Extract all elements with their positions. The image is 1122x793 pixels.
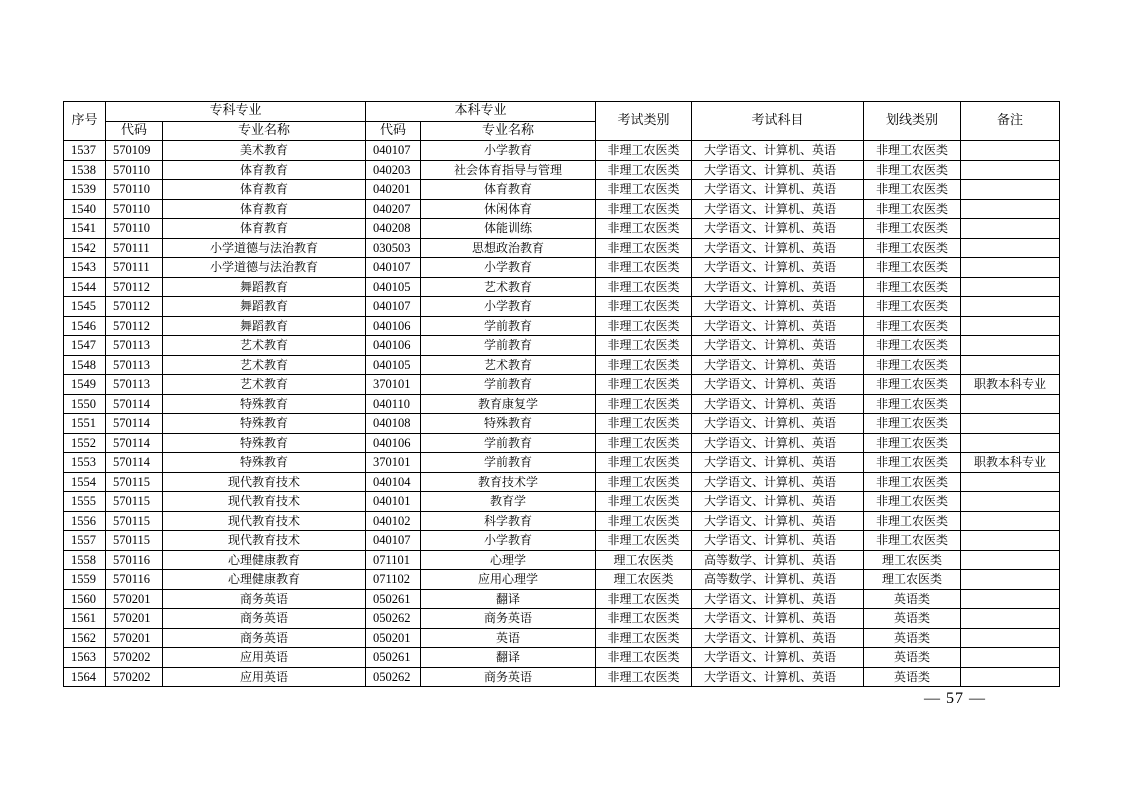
exam-type-cell: 非理工农医类 bbox=[596, 141, 692, 161]
benke-code-cell: 071101 bbox=[366, 550, 421, 570]
benke-code-cell: 040110 bbox=[366, 394, 421, 414]
benke-code-cell: 040108 bbox=[366, 414, 421, 434]
exam-subjects-cell: 大学语文、计算机、英语 bbox=[692, 531, 864, 551]
benke-code-cell: 050261 bbox=[366, 648, 421, 668]
benke-code-cell: 050201 bbox=[366, 628, 421, 648]
exam-type-cell: 非理工农医类 bbox=[596, 472, 692, 492]
header-zhuanke-name: 专业名称 bbox=[163, 121, 366, 141]
benke-name-cell: 教育康复学 bbox=[421, 394, 596, 414]
exam-type-cell: 非理工农医类 bbox=[596, 589, 692, 609]
row-seq-cell: 1562 bbox=[64, 628, 106, 648]
benke-code-cell: 050262 bbox=[366, 667, 421, 687]
zhuanke-code-cell: 570111 bbox=[106, 258, 163, 278]
note-cell: 职教本科专业 bbox=[961, 453, 1060, 473]
row-seq-cell: 1549 bbox=[64, 375, 106, 395]
benke-name-cell: 思想政治教育 bbox=[421, 238, 596, 258]
zhuanke-name-cell: 商务英语 bbox=[163, 628, 366, 648]
table-row bbox=[64, 550, 1060, 570]
table-row bbox=[64, 316, 1060, 336]
row-seq-cell: 1559 bbox=[64, 570, 106, 590]
benke-name-cell: 翻译 bbox=[421, 648, 596, 668]
exam-type-cell: 非理工农医类 bbox=[596, 453, 692, 473]
table-row bbox=[64, 433, 1060, 453]
header-zhuanke: 专科专业 bbox=[106, 102, 366, 122]
exam-type-cell: 非理工农医类 bbox=[596, 180, 692, 200]
exam-subjects-cell: 大学语文、计算机、英语 bbox=[692, 609, 864, 629]
row-seq-cell: 1556 bbox=[64, 511, 106, 531]
benke-name-cell: 休闲体育 bbox=[421, 199, 596, 219]
header-zhuanke-code: 代码 bbox=[106, 121, 163, 141]
exam-type-cell: 非理工农医类 bbox=[596, 258, 692, 278]
row-seq-cell: 1564 bbox=[64, 667, 106, 687]
zhuanke-code-cell: 570110 bbox=[106, 160, 163, 180]
zhuanke-code-cell: 570113 bbox=[106, 336, 163, 356]
note-cell bbox=[961, 492, 1060, 512]
zhuanke-code-cell: 570114 bbox=[106, 394, 163, 414]
table-row bbox=[64, 589, 1060, 609]
zhuanke-name-cell: 艺术教育 bbox=[163, 355, 366, 375]
line-type-cell: 英语类 bbox=[864, 628, 961, 648]
benke-name-cell: 特殊教育 bbox=[421, 414, 596, 434]
note-cell bbox=[961, 238, 1060, 258]
zhuanke-code-cell: 570202 bbox=[106, 667, 163, 687]
table-row bbox=[64, 199, 1060, 219]
benke-code-cell: 040107 bbox=[366, 531, 421, 551]
exam-type-cell: 非理工农医类 bbox=[596, 316, 692, 336]
benke-name-cell: 商务英语 bbox=[421, 609, 596, 629]
benke-code-cell: 040107 bbox=[366, 258, 421, 278]
zhuanke-name-cell: 现代教育技术 bbox=[163, 492, 366, 512]
benke-name-cell: 科学教育 bbox=[421, 511, 596, 531]
zhuanke-name-cell: 特殊教育 bbox=[163, 394, 366, 414]
zhuanke-name-cell: 心理健康教育 bbox=[163, 570, 366, 590]
benke-code-cell: 040106 bbox=[366, 433, 421, 453]
zhuanke-name-cell: 商务英语 bbox=[163, 609, 366, 629]
zhuanke-code-cell: 570114 bbox=[106, 453, 163, 473]
benke-name-cell: 体能训练 bbox=[421, 219, 596, 239]
row-seq-cell: 1546 bbox=[64, 316, 106, 336]
note-cell bbox=[961, 141, 1060, 161]
note-cell bbox=[961, 355, 1060, 375]
benke-name-cell: 艺术教育 bbox=[421, 355, 596, 375]
exam-type-cell: 非理工农医类 bbox=[596, 375, 692, 395]
note-cell bbox=[961, 258, 1060, 278]
line-type-cell: 非理工农医类 bbox=[864, 180, 961, 200]
exam-type-cell: 非理工农医类 bbox=[596, 531, 692, 551]
exam-type-cell: 理工农医类 bbox=[596, 570, 692, 590]
row-seq-cell: 1557 bbox=[64, 531, 106, 551]
benke-name-cell: 商务英语 bbox=[421, 667, 596, 687]
header-exam-type: 考试类别 bbox=[596, 102, 692, 141]
benke-name-cell: 应用心理学 bbox=[421, 570, 596, 590]
line-type-cell: 非理工农医类 bbox=[864, 472, 961, 492]
zhuanke-name-cell: 现代教育技术 bbox=[163, 472, 366, 492]
zhuanke-code-cell: 570110 bbox=[106, 219, 163, 239]
row-seq-cell: 1555 bbox=[64, 492, 106, 512]
zhuanke-name-cell: 美术教育 bbox=[163, 141, 366, 161]
row-seq-cell: 1563 bbox=[64, 648, 106, 668]
line-type-cell: 非理工农医类 bbox=[864, 297, 961, 317]
page-number: — 57 — bbox=[924, 690, 986, 707]
table-row bbox=[64, 628, 1060, 648]
note-cell bbox=[961, 472, 1060, 492]
line-type-cell: 非理工农医类 bbox=[864, 316, 961, 336]
table-row bbox=[64, 414, 1060, 434]
zhuanke-code-cell: 570201 bbox=[106, 628, 163, 648]
note-cell bbox=[961, 531, 1060, 551]
exam-type-cell: 非理工农医类 bbox=[596, 648, 692, 668]
exam-type-cell: 非理工农医类 bbox=[596, 414, 692, 434]
zhuanke-name-cell: 舞蹈教育 bbox=[163, 316, 366, 336]
benke-code-cell: 370101 bbox=[366, 375, 421, 395]
exam-type-cell: 非理工农医类 bbox=[596, 297, 692, 317]
zhuanke-code-cell: 570115 bbox=[106, 511, 163, 531]
exam-subjects-cell: 大学语文、计算机、英语 bbox=[692, 219, 864, 239]
row-seq-cell: 1548 bbox=[64, 355, 106, 375]
benke-name-cell: 学前教育 bbox=[421, 336, 596, 356]
note-cell: 职教本科专业 bbox=[961, 375, 1060, 395]
exam-type-cell: 非理工农医类 bbox=[596, 394, 692, 414]
note-cell bbox=[961, 219, 1060, 239]
benke-code-cell: 040203 bbox=[366, 160, 421, 180]
line-type-cell: 非理工农医类 bbox=[864, 199, 961, 219]
benke-name-cell: 学前教育 bbox=[421, 375, 596, 395]
exam-type-cell: 非理工农医类 bbox=[596, 609, 692, 629]
zhuanke-code-cell: 570111 bbox=[106, 238, 163, 258]
row-seq-cell: 1558 bbox=[64, 550, 106, 570]
line-type-cell: 非理工农医类 bbox=[864, 414, 961, 434]
line-type-cell: 英语类 bbox=[864, 648, 961, 668]
note-cell bbox=[961, 414, 1060, 434]
line-type-cell: 非理工农医类 bbox=[864, 219, 961, 239]
note-cell bbox=[961, 180, 1060, 200]
row-seq-cell: 1551 bbox=[64, 414, 106, 434]
zhuanke-code-cell: 570201 bbox=[106, 609, 163, 629]
zhuanke-code-cell: 570114 bbox=[106, 414, 163, 434]
exam-type-cell: 非理工农医类 bbox=[596, 219, 692, 239]
zhuanke-code-cell: 570112 bbox=[106, 316, 163, 336]
zhuanke-code-cell: 570109 bbox=[106, 141, 163, 161]
note-cell bbox=[961, 199, 1060, 219]
row-seq-cell: 1544 bbox=[64, 277, 106, 297]
note-cell bbox=[961, 394, 1060, 414]
note-cell bbox=[961, 511, 1060, 531]
zhuanke-code-cell: 570115 bbox=[106, 472, 163, 492]
table-row bbox=[64, 180, 1060, 200]
table-row bbox=[64, 394, 1060, 414]
zhuanke-name-cell: 应用英语 bbox=[163, 648, 366, 668]
row-seq-cell: 1561 bbox=[64, 609, 106, 629]
benke-code-cell: 040105 bbox=[366, 355, 421, 375]
benke-name-cell: 学前教育 bbox=[421, 453, 596, 473]
exam-subjects-cell: 大学语文、计算机、英语 bbox=[692, 355, 864, 375]
exam-type-cell: 非理工农医类 bbox=[596, 511, 692, 531]
line-type-cell: 理工农医类 bbox=[864, 550, 961, 570]
benke-name-cell: 艺术教育 bbox=[421, 277, 596, 297]
exam-subjects-cell: 大学语文、计算机、英语 bbox=[692, 414, 864, 434]
exam-subjects-cell: 大学语文、计算机、英语 bbox=[692, 160, 864, 180]
table-row bbox=[64, 355, 1060, 375]
note-cell bbox=[961, 316, 1060, 336]
exam-subjects-cell: 大学语文、计算机、英语 bbox=[692, 336, 864, 356]
row-seq-cell: 1538 bbox=[64, 160, 106, 180]
zhuanke-name-cell: 体育教育 bbox=[163, 219, 366, 239]
zhuanke-name-cell: 特殊教育 bbox=[163, 433, 366, 453]
line-type-cell: 非理工农医类 bbox=[864, 277, 961, 297]
row-seq-cell: 1539 bbox=[64, 180, 106, 200]
line-type-cell: 非理工农医类 bbox=[864, 375, 961, 395]
benke-code-cell: 040104 bbox=[366, 472, 421, 492]
line-type-cell: 英语类 bbox=[864, 609, 961, 629]
exam-subjects-cell: 大学语文、计算机、英语 bbox=[692, 648, 864, 668]
benke-name-cell: 学前教育 bbox=[421, 316, 596, 336]
header-benke: 本科专业 bbox=[366, 102, 596, 122]
benke-code-cell: 040107 bbox=[366, 297, 421, 317]
exam-type-cell: 理工农医类 bbox=[596, 550, 692, 570]
exam-type-cell: 非理工农医类 bbox=[596, 355, 692, 375]
benke-name-cell: 英语 bbox=[421, 628, 596, 648]
table-row bbox=[64, 667, 1060, 687]
table-row bbox=[64, 570, 1060, 590]
zhuanke-name-cell: 小学道德与法治教育 bbox=[163, 238, 366, 258]
benke-code-cell: 040207 bbox=[366, 199, 421, 219]
exam-type-cell: 非理工农医类 bbox=[596, 628, 692, 648]
note-cell bbox=[961, 160, 1060, 180]
exam-type-cell: 非理工农医类 bbox=[596, 277, 692, 297]
line-type-cell: 理工农医类 bbox=[864, 570, 961, 590]
row-seq-cell: 1537 bbox=[64, 141, 106, 161]
benke-code-cell: 040102 bbox=[366, 511, 421, 531]
exam-type-cell: 非理工农医类 bbox=[596, 160, 692, 180]
exam-subjects-cell: 大学语文、计算机、英语 bbox=[692, 180, 864, 200]
line-type-cell: 非理工农医类 bbox=[864, 433, 961, 453]
line-type-cell: 非理工农医类 bbox=[864, 492, 961, 512]
exam-subjects-cell: 大学语文、计算机、英语 bbox=[692, 667, 864, 687]
table-row bbox=[64, 297, 1060, 317]
zhuanke-code-cell: 570201 bbox=[106, 589, 163, 609]
note-cell bbox=[961, 336, 1060, 356]
benke-code-cell: 040106 bbox=[366, 316, 421, 336]
table-row bbox=[64, 258, 1060, 278]
line-type-cell: 非理工农医类 bbox=[864, 531, 961, 551]
line-type-cell: 非理工农医类 bbox=[864, 258, 961, 278]
note-cell bbox=[961, 277, 1060, 297]
exam-subjects-cell: 大学语文、计算机、英语 bbox=[692, 199, 864, 219]
note-cell bbox=[961, 297, 1060, 317]
line-type-cell: 英语类 bbox=[864, 589, 961, 609]
line-type-cell: 非理工农医类 bbox=[864, 511, 961, 531]
zhuanke-name-cell: 舞蹈教育 bbox=[163, 277, 366, 297]
exam-subjects-cell: 大学语文、计算机、英语 bbox=[692, 589, 864, 609]
zhuanke-name-cell: 应用英语 bbox=[163, 667, 366, 687]
table-row bbox=[64, 648, 1060, 668]
zhuanke-name-cell: 现代教育技术 bbox=[163, 531, 366, 551]
line-type-cell: 非理工农医类 bbox=[864, 355, 961, 375]
zhuanke-name-cell: 特殊教育 bbox=[163, 453, 366, 473]
row-seq-cell: 1542 bbox=[64, 238, 106, 258]
zhuanke-name-cell: 商务英语 bbox=[163, 589, 366, 609]
benke-code-cell: 040106 bbox=[366, 336, 421, 356]
zhuanke-code-cell: 570202 bbox=[106, 648, 163, 668]
table-row bbox=[64, 453, 1060, 473]
row-seq-cell: 1550 bbox=[64, 394, 106, 414]
table-row bbox=[64, 336, 1060, 356]
table-body bbox=[64, 141, 1060, 687]
benke-code-cell: 040105 bbox=[366, 277, 421, 297]
table-row bbox=[64, 492, 1060, 512]
exam-subjects-cell: 大学语文、计算机、英语 bbox=[692, 511, 864, 531]
line-type-cell: 非理工农医类 bbox=[864, 453, 961, 473]
zhuanke-code-cell: 570113 bbox=[106, 355, 163, 375]
zhuanke-code-cell: 570116 bbox=[106, 550, 163, 570]
exam-subjects-cell: 高等数学、计算机、英语 bbox=[692, 550, 864, 570]
benke-code-cell: 040201 bbox=[366, 180, 421, 200]
zhuanke-name-cell: 现代教育技术 bbox=[163, 511, 366, 531]
exam-subjects-cell: 大学语文、计算机、英语 bbox=[692, 628, 864, 648]
note-cell bbox=[961, 628, 1060, 648]
row-seq-cell: 1541 bbox=[64, 219, 106, 239]
zhuanke-name-cell: 艺术教育 bbox=[163, 336, 366, 356]
exam-subjects-cell: 大学语文、计算机、英语 bbox=[692, 238, 864, 258]
major-table bbox=[63, 101, 1060, 687]
note-cell bbox=[961, 589, 1060, 609]
row-seq-cell: 1553 bbox=[64, 453, 106, 473]
exam-type-cell: 非理工农医类 bbox=[596, 667, 692, 687]
benke-code-cell: 040107 bbox=[366, 141, 421, 161]
exam-type-cell: 非理工农医类 bbox=[596, 492, 692, 512]
exam-subjects-cell: 大学语文、计算机、英语 bbox=[692, 277, 864, 297]
benke-name-cell: 翻译 bbox=[421, 589, 596, 609]
exam-subjects-cell: 大学语文、计算机、英语 bbox=[692, 375, 864, 395]
zhuanke-code-cell: 570115 bbox=[106, 492, 163, 512]
note-cell bbox=[961, 609, 1060, 629]
line-type-cell: 非理工农医类 bbox=[864, 238, 961, 258]
exam-type-cell: 非理工农医类 bbox=[596, 336, 692, 356]
table-row bbox=[64, 375, 1060, 395]
exam-subjects-cell: 大学语文、计算机、英语 bbox=[692, 316, 864, 336]
benke-code-cell: 071102 bbox=[366, 570, 421, 590]
table-row bbox=[64, 531, 1060, 551]
table-row bbox=[64, 160, 1060, 180]
note-cell bbox=[961, 550, 1060, 570]
header-exam-subjects: 考试科目 bbox=[692, 102, 864, 141]
note-cell bbox=[961, 570, 1060, 590]
zhuanke-code-cell: 570112 bbox=[106, 277, 163, 297]
exam-type-cell: 非理工农医类 bbox=[596, 238, 692, 258]
benke-name-cell: 小学教育 bbox=[421, 297, 596, 317]
line-type-cell: 英语类 bbox=[864, 667, 961, 687]
exam-subjects-cell: 大学语文、计算机、英语 bbox=[692, 453, 864, 473]
header-seq: 序号 bbox=[64, 102, 106, 141]
benke-name-cell: 教育技术学 bbox=[421, 472, 596, 492]
table-row bbox=[64, 238, 1060, 258]
table-row bbox=[64, 219, 1060, 239]
zhuanke-code-cell: 570110 bbox=[106, 180, 163, 200]
benke-name-cell: 小学教育 bbox=[421, 258, 596, 278]
table-row bbox=[64, 511, 1060, 531]
exam-subjects-cell: 大学语文、计算机、英语 bbox=[692, 141, 864, 161]
row-seq-cell: 1543 bbox=[64, 258, 106, 278]
benke-code-cell: 050261 bbox=[366, 589, 421, 609]
exam-subjects-cell: 高等数学、计算机、英语 bbox=[692, 570, 864, 590]
benke-name-cell: 社会体育指导与管理 bbox=[421, 160, 596, 180]
header-benke-code: 代码 bbox=[366, 121, 421, 141]
exam-type-cell: 非理工农医类 bbox=[596, 199, 692, 219]
benke-code-cell: 040208 bbox=[366, 219, 421, 239]
zhuanke-name-cell: 体育教育 bbox=[163, 180, 366, 200]
exam-type-cell: 非理工农医类 bbox=[596, 433, 692, 453]
row-seq-cell: 1547 bbox=[64, 336, 106, 356]
header-line-type: 划线类别 bbox=[864, 102, 961, 141]
benke-code-cell: 370101 bbox=[366, 453, 421, 473]
benke-name-cell: 体育教育 bbox=[421, 180, 596, 200]
exam-subjects-cell: 大学语文、计算机、英语 bbox=[692, 472, 864, 492]
row-seq-cell: 1545 bbox=[64, 297, 106, 317]
header-benke-name: 专业名称 bbox=[421, 121, 596, 141]
row-seq-cell: 1554 bbox=[64, 472, 106, 492]
zhuanke-code-cell: 570112 bbox=[106, 297, 163, 317]
line-type-cell: 非理工农医类 bbox=[864, 160, 961, 180]
zhuanke-code-cell: 570113 bbox=[106, 375, 163, 395]
exam-subjects-cell: 大学语文、计算机、英语 bbox=[692, 258, 864, 278]
note-cell bbox=[961, 648, 1060, 668]
zhuanke-name-cell: 心理健康教育 bbox=[163, 550, 366, 570]
line-type-cell: 非理工农医类 bbox=[864, 336, 961, 356]
table-row bbox=[64, 609, 1060, 629]
exam-subjects-cell: 大学语文、计算机、英语 bbox=[692, 433, 864, 453]
benke-name-cell: 心理学 bbox=[421, 550, 596, 570]
zhuanke-name-cell: 小学道德与法治教育 bbox=[163, 258, 366, 278]
row-seq-cell: 1560 bbox=[64, 589, 106, 609]
table-row bbox=[64, 141, 1060, 161]
zhuanke-name-cell: 艺术教育 bbox=[163, 375, 366, 395]
benke-code-cell: 030503 bbox=[366, 238, 421, 258]
benke-name-cell: 小学教育 bbox=[421, 531, 596, 551]
zhuanke-code-cell: 570115 bbox=[106, 531, 163, 551]
header-note: 备注 bbox=[961, 102, 1060, 141]
exam-subjects-cell: 大学语文、计算机、英语 bbox=[692, 297, 864, 317]
zhuanke-name-cell: 舞蹈教育 bbox=[163, 297, 366, 317]
note-cell bbox=[961, 433, 1060, 453]
row-seq-cell: 1552 bbox=[64, 433, 106, 453]
note-cell bbox=[961, 667, 1060, 687]
exam-subjects-cell: 大学语文、计算机、英语 bbox=[692, 492, 864, 512]
benke-name-cell: 教育学 bbox=[421, 492, 596, 512]
zhuanke-name-cell: 体育教育 bbox=[163, 199, 366, 219]
zhuanke-code-cell: 570110 bbox=[106, 199, 163, 219]
exam-subjects-cell: 大学语文、计算机、英语 bbox=[692, 394, 864, 414]
benke-code-cell: 050262 bbox=[366, 609, 421, 629]
line-type-cell: 非理工农医类 bbox=[864, 394, 961, 414]
table-row bbox=[64, 277, 1060, 297]
benke-code-cell: 040101 bbox=[366, 492, 421, 512]
line-type-cell: 非理工农医类 bbox=[864, 141, 961, 161]
benke-name-cell: 小学教育 bbox=[421, 141, 596, 161]
row-seq-cell: 1540 bbox=[64, 199, 106, 219]
zhuanke-code-cell: 570114 bbox=[106, 433, 163, 453]
zhuanke-code-cell: 570116 bbox=[106, 570, 163, 590]
benke-name-cell: 学前教育 bbox=[421, 433, 596, 453]
zhuanke-name-cell: 特殊教育 bbox=[163, 414, 366, 434]
zhuanke-name-cell: 体育教育 bbox=[163, 160, 366, 180]
table-row bbox=[64, 472, 1060, 492]
